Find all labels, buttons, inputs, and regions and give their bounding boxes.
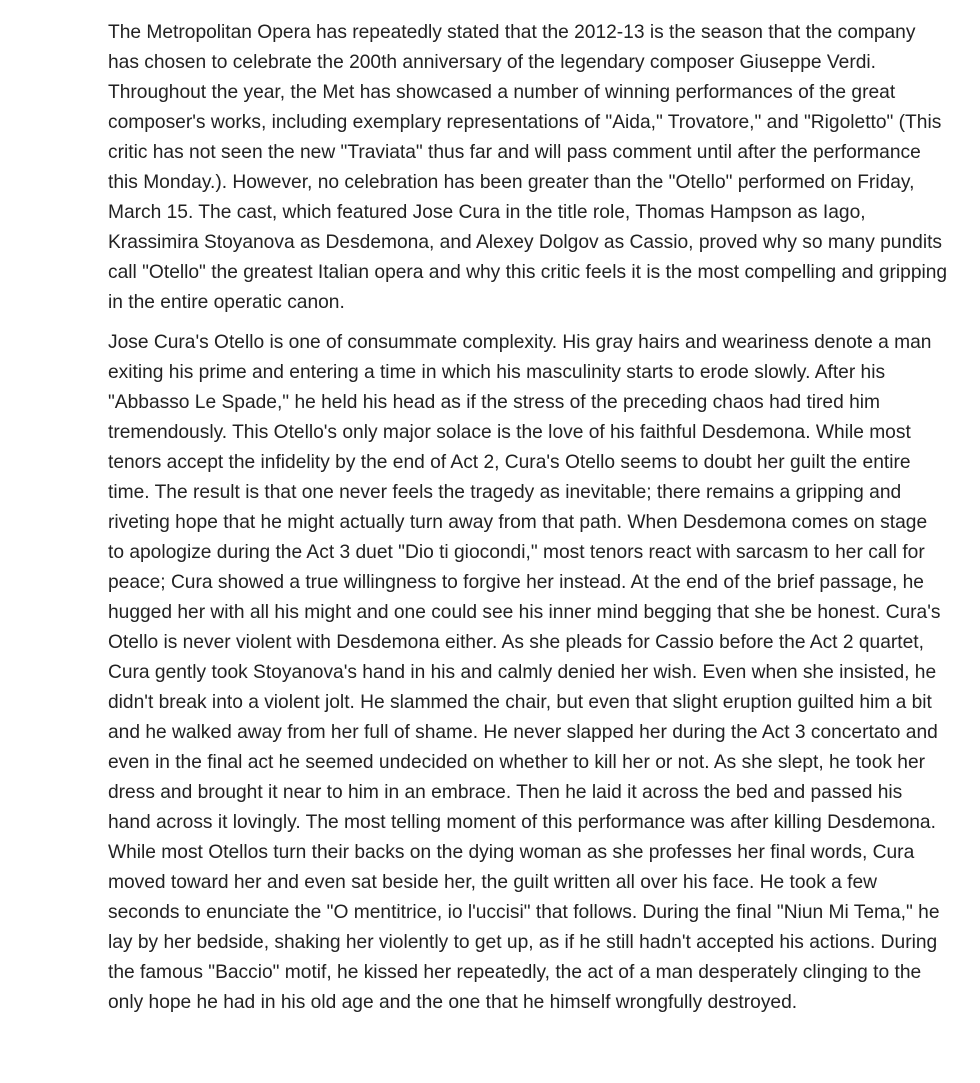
article-paragraph-2: Jose Cura's Otello is one of consummate complexity. His gray hairs and weariness denote a man exiting his prime and entering a time in which his masculinity starts to erode slowly. After his "Abbasso Le Spade," he held his head as if the stress of the preceding chaos had tired him tremendously. This Otello's only major solace is the love of his faithful Desdemona. While most tenors accept the infidelity by the end of Act 2, Cura's Otello seems to doubt her guilt the entire time. The result is that one never feels the tragedy as inevitable; there remains a gripping and riveting hope that he might actually turn away from that path. When Desdemona comes on stage to apologize during the Act 3 duet "Dio ti giocondi," most tenors react with sarcasm to her call for peace; Cura showed a true willingness to forgive her instead. At the end of the brief passage, he hugged her with all his might and one could see his inner mind begging that she be honest. Cura's Otello is never violent with Desdemona either. As she pleads for Cassio before the Act 2 quartet, Cura gently took Stoyanova's hand in his and calmly denied her wish. Even when she insisted, he didn't break into a violent jolt. He slammed the chair, but even that slight eruption guilted him a bit and he walked away from her full of shame. He never slapped her during the Act 3 concertato and even in the final act he seemed undecided on whether to kill her or not. As she slept, he took her dress and brought it near to him in an embrace. Then he laid it across the bed and passed his hand across it lovingly. The most telling moment of this performance was after killing Desdemona. While most Otellos turn their backs on the dying woman as she professes her final words, Cura moved toward her and even sat beside her, the guilt written all over his face. He took a few seconds to enunciate the "O mentitrice, io l'uccisi" that follows. During the final "Niun Mi Tema," he lay by her bedside, shaking her violently to get up, as if he still hadn't accepted his actions. During the famous "Baccio" motif, he kissed her repeatedly, the act of a man desperately clinging to the only hope he had in his old age and the one that he himself wrongfully destroyed. (108, 332, 941, 1013)
article-paragraph-1: The Metropolitan Opera has repeatedly stated that the 2012-13 is the season that the company has chosen to celebrate the 200th anniversary of the legendary composer Giuseppe Verdi. Throughout the year, the Met has showcased a number of winning performances of the great composer's works, including exemplary representations of "Aida," Trovatore," and "Rigoletto" (This critic has not seen the new "Traviata" thus far and will pass comment until after the performance this Monday.). However, no celebration has been greater than the "Otello" performed on Friday, March 15. The cast, which featured Jose Cura in the title role, Thomas Hampson as Iago, Krassimira Stoyanova as Desdemona, and Alexey Dolgov as Cassio, proved why so many pundits call "Otello" the greatest Italian opera and why this critic feels it is the most compelling and gripping in the entire operatic canon. (108, 22, 948, 313)
article-body (108, 18, 948, 1028)
